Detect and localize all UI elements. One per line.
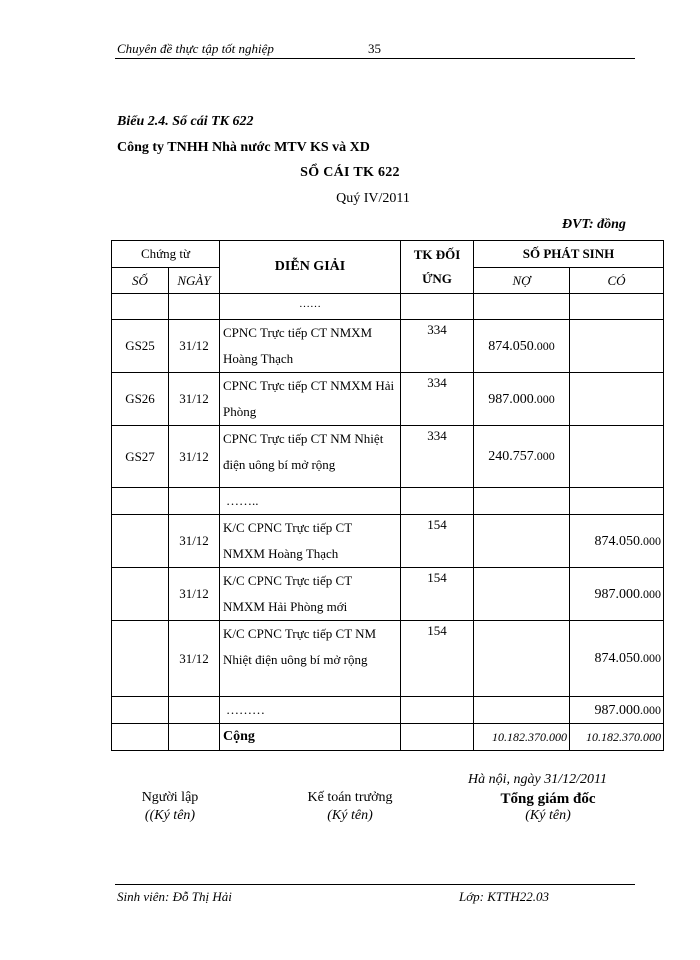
row-date: 31/12 — [169, 515, 220, 568]
row-description: CPNC Trực tiếp CT NMXM Hoàng Thạch — [220, 320, 401, 373]
col-header-credit: CÓ — [570, 268, 664, 294]
total-label: Cộng — [220, 724, 401, 751]
table-row — [112, 320, 664, 373]
signature-director-note: (Ký tên) — [525, 808, 571, 823]
unit-label: ĐVT: đồng — [562, 217, 626, 232]
ledger-body — [112, 294, 664, 724]
row-credit-tail: .000 — [640, 702, 661, 717]
row-debit — [474, 697, 570, 724]
row-description: …… — [220, 294, 401, 320]
row-credit — [570, 697, 664, 724]
row-credit — [570, 373, 664, 426]
row-date — [169, 697, 220, 724]
row-debit-tail: .000 — [533, 449, 555, 463]
signature-preparer-role: Người lập — [141, 790, 199, 805]
row-account: 334 — [401, 320, 474, 373]
total-empty-account — [401, 724, 474, 751]
row-credit-tail: .000 — [640, 586, 661, 601]
col-header-date: NGÀY — [169, 268, 220, 294]
row-debit-main: 987.000 — [488, 391, 534, 407]
table-row — [112, 515, 664, 568]
table-row — [112, 488, 664, 515]
row-credit-tail: .000 — [640, 533, 661, 548]
row-date: 31/12 — [169, 568, 220, 621]
ledger-title: SỔ CÁI TK 622 — [300, 165, 400, 180]
row-date: 31/12 — [169, 621, 220, 697]
row-account — [401, 488, 474, 515]
row-debit — [474, 426, 570, 488]
row-debit-tail: .000 — [533, 338, 555, 353]
row-credit-main: 874.050 — [594, 651, 640, 666]
col-header-no: SỐ — [112, 268, 169, 294]
row-credit — [570, 488, 664, 515]
row-voucher-no — [112, 294, 169, 320]
row-debit — [474, 373, 570, 426]
company-name: Công ty TNHH Nhà nước MTV KS và XD — [117, 140, 370, 155]
total-empty-no — [112, 724, 169, 751]
row-voucher-no — [112, 488, 169, 515]
col-header-description: DIỄN GIẢI — [220, 241, 401, 294]
row-voucher-no — [112, 515, 169, 568]
footer-class: Lớp: KTTH22.03 — [459, 889, 550, 904]
col-header-arising: SỐ PHÁT SINH — [474, 241, 664, 268]
row-credit — [570, 426, 664, 488]
figure-title: Biểu 2.4. Sổ cái TK 622 — [117, 114, 254, 129]
row-credit — [570, 294, 664, 320]
row-description: …….. — [220, 488, 401, 515]
row-credit — [570, 515, 664, 568]
row-account: 154 — [401, 568, 474, 621]
row-account: 334 — [401, 426, 474, 488]
row-credit-tail: .000 — [640, 651, 661, 665]
signature-chief-accountant-note: (Ký tên) — [327, 808, 373, 823]
row-voucher-no: GS27 — [112, 426, 169, 488]
row-voucher-no — [112, 697, 169, 724]
table-row — [112, 568, 664, 621]
header-rule — [115, 58, 635, 59]
row-voucher-no — [112, 621, 169, 697]
total-empty-date — [169, 724, 220, 751]
row-voucher-no: GS26 — [112, 373, 169, 426]
row-date — [169, 294, 220, 320]
col-header-debit: NỢ — [474, 268, 570, 294]
signature-chief-accountant-role: Kế toán trưởng — [307, 790, 393, 805]
row-debit — [474, 320, 570, 373]
row-account — [401, 697, 474, 724]
page-number: 35 — [368, 41, 381, 56]
row-credit — [570, 621, 664, 697]
signature-director-role: Tổng giám đốc — [500, 791, 596, 807]
row-debit-main: 240.757 — [488, 449, 534, 464]
row-description: K/C CPNC Trực tiếp CT NM Nhiệt điện uông bí mở rộng — [220, 621, 401, 697]
col-header-account: TK ĐỐI ỨNG — [401, 241, 474, 294]
footer-student: Sinh viên: Đỗ Thị Hải — [117, 889, 232, 904]
row-date: 31/12 — [169, 320, 220, 373]
row-description: ……… — [220, 697, 401, 724]
document-header-title: Chuyên đề thực tập tốt nghiệp — [117, 41, 274, 56]
row-credit-main: 987.000 — [594, 586, 640, 602]
row-credit — [570, 568, 664, 621]
col-header-voucher: Chứng từ — [112, 241, 220, 268]
row-voucher-no — [112, 568, 169, 621]
row-debit — [474, 515, 570, 568]
row-account: 154 — [401, 621, 474, 697]
row-account: 334 — [401, 373, 474, 426]
row-debit — [474, 294, 570, 320]
signature-preparer-note: ((Ký tên) — [144, 808, 196, 823]
table-row — [112, 621, 664, 697]
total-credit: 10.182.370.000 — [570, 724, 664, 751]
row-description: CPNC Trực tiếp CT NM Nhiệt điện uông bí mở rộng — [220, 426, 401, 488]
row-credit-main: 874.050 — [594, 533, 640, 549]
total-debit: 10.182.370.000 — [474, 724, 570, 751]
row-debit-tail: .000 — [533, 391, 555, 406]
row-date — [169, 488, 220, 515]
footer-rule — [115, 884, 635, 885]
row-credit — [570, 320, 664, 373]
place-date: Hà nội, ngày 31/12/2011 — [468, 772, 607, 787]
row-voucher-no: GS25 — [112, 320, 169, 373]
row-date: 31/12 — [169, 426, 220, 488]
table-row — [112, 426, 664, 488]
row-debit — [474, 488, 570, 515]
row-date: 31/12 — [169, 373, 220, 426]
ledger-table — [111, 240, 664, 751]
row-description: CPNC Trực tiếp CT NMXM Hải Phòng — [220, 373, 401, 426]
row-debit — [474, 568, 570, 621]
row-debit — [474, 621, 570, 697]
table-row — [112, 697, 664, 724]
row-account — [401, 294, 474, 320]
row-debit-main: 874.050 — [488, 338, 534, 354]
period: Quý IV/2011 — [336, 191, 410, 206]
row-description: K/C CPNC Trực tiếp CT NMXM Hoàng Thạch — [220, 515, 401, 568]
row-description: K/C CPNC Trực tiếp CT NMXM Hải Phòng mới — [220, 568, 401, 621]
row-account: 154 — [401, 515, 474, 568]
table-row — [112, 373, 664, 426]
row-credit-main: 987.000 — [594, 702, 640, 718]
table-row — [112, 294, 664, 320]
